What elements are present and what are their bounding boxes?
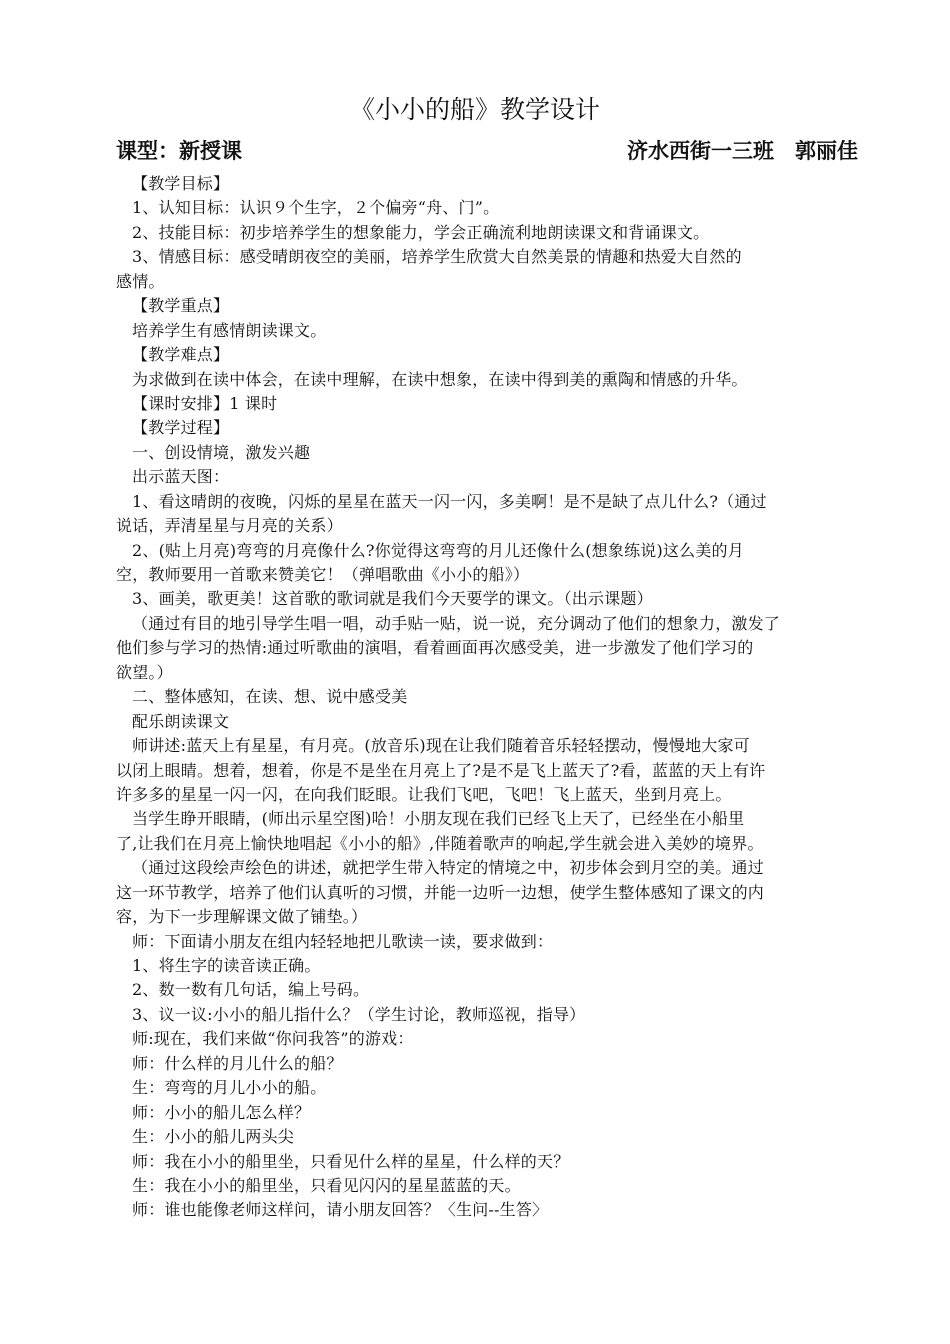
text-line: 师：下面请小朋友在组内轻轻地把儿歌读一读，要求做到： <box>132 931 554 951</box>
lesson-type: 课型：新授课 <box>116 139 242 163</box>
text-line: 【教学过程】 <box>132 418 230 438</box>
text-line: 3、情感目标：感受晴朗夜空的美丽，培养学生欣赏大自然美景的情趣和热爱大自然的 <box>132 247 742 267</box>
document-body <box>116 172 861 1223</box>
text-line: 他们参与学习的热情:通过听歌曲的演唱，看着画面再次感受美，进一步激发了他们学习的 <box>116 638 754 658</box>
text-line: 师讲述:蓝天上有星星，有月亮。(放音乐)现在让我们随着音乐轻轻摆动，慢慢地大家可 <box>132 736 750 756</box>
text-line: 空，教师要用一首歌来赞美它！（弹唱歌曲《小小的船》） <box>116 565 530 584</box>
text-line: 当学生睁开眼睛，(师出示星空图)哈！小朋友现在我们已经飞上天了，已经坐在小船里 <box>132 809 745 829</box>
text-line: 3、画美，歌更美！这首歌的歌词就是我们今天要学的课文。（出示课题） <box>132 589 653 609</box>
text-line: 师：我在小小的船里坐，只看见什么样的星星，什么样的天？ <box>132 1151 570 1171</box>
text-line: 欲望。） <box>116 662 173 682</box>
text-line: 1、看这晴朗的夜晚，闪烁的星星在蓝天一闪一闪，多美啊！是不是缺了点儿什么?（通过 <box>132 491 767 511</box>
text-line: 【教学难点】 <box>132 345 230 365</box>
text-line: 师：什么样的月儿什么的船？ <box>132 1053 343 1073</box>
text-line: 容，为下一步理解课文做了铺垫。） <box>116 907 368 927</box>
text-line: 师：小小的船儿怎么样？ <box>132 1102 311 1122</box>
text-line: 1、将生字的读音读正确。 <box>132 956 321 975</box>
text-line: 说话，弄清星星与月亮的关系） <box>116 516 343 536</box>
text-line: （通过这段绘声绘色的讲述，就把学生带入特定的情境之中，初步体会到月空的美。通过 <box>132 858 764 878</box>
text-line: 师：谁也能像老师这样问，请小朋友回答？〈生问--生答〉 <box>132 1200 549 1220</box>
text-line: 生：弯弯的月儿小小的船。 <box>132 1078 327 1098</box>
text-line: 2、数一数有几句话，编上号码。 <box>132 980 370 1000</box>
text-line: 一、创设情境，激发兴趣 <box>132 442 311 462</box>
text-line: 为求做到在读中体会，在读中理解，在读中想象，在读中得到美的熏陶和情感的升华。 <box>132 369 748 389</box>
text-line: （通过有目的地引导学生唱一唱，动手贴一贴，说一说，充分调动了他们的想象力，激发了 <box>132 613 781 633</box>
text-line: 3、议一议:小小的船儿指什么？（学生讨论，教师巡视，指导） <box>132 1004 586 1024</box>
text-line: 1、认知目标：认识９个生字，２个偏旁“舟、门”。 <box>132 198 500 218</box>
author-line: 济水西街一三班 郭丽佳 <box>627 139 858 163</box>
text-line: 了,让我们在月亮上愉快地唱起《小小的船》,伴随着歌声的响起,学生就会进入美妙的境界。 <box>116 833 764 853</box>
text-line: 2、技能目标：初步培养学生的想象能力，学会正确流利地朗读课文和背诵课文。 <box>132 222 710 242</box>
text-line: 感情。 <box>116 271 165 291</box>
text-line: 师:现在，我们来做“你问我答”的游戏： <box>132 1029 414 1049</box>
text-line: 以闭上眼睛。想着，想着，你是不是坐在月亮上了?是不是飞上蓝天了?看，蓝蓝的天上有许 <box>116 760 766 780</box>
text-line: 生：小小的船儿两头尖 <box>132 1127 295 1147</box>
text-line: 【教学重点】 <box>132 296 230 316</box>
text-line: 许多多的星星一闪一闪，在向我们眨眼。让我们飞吧，飞吧！飞上蓝天，坐到月亮上。 <box>116 784 732 804</box>
text-line: 【课时安排】1 课时 <box>132 393 278 413</box>
text-line: 【教学目标】 <box>132 174 230 193</box>
text-line: 出示蓝天图： <box>132 467 230 487</box>
text-line: 二、整体感知，在读、想、说中感受美 <box>132 687 408 707</box>
text-line: 培养学生有感情朗读课文。 <box>132 320 327 340</box>
text-line: 配乐朗读课文 <box>132 711 230 731</box>
text-line: 2、(贴上月亮)弯弯的月亮像什么?你觉得这弯弯的月儿还像什么(想象练说)这么美的月 <box>132 540 744 560</box>
text-line: 生：我在小小的船里坐，只看见闪闪的星星蓝蓝的天。 <box>132 1175 521 1195</box>
text-line: 这一环节教学，培养了他们认真听的习惯，并能一边听一边想，使学生整体感知了课文的内 <box>116 882 765 902</box>
document-title: 《小小的船》教学设计 <box>349 95 600 124</box>
